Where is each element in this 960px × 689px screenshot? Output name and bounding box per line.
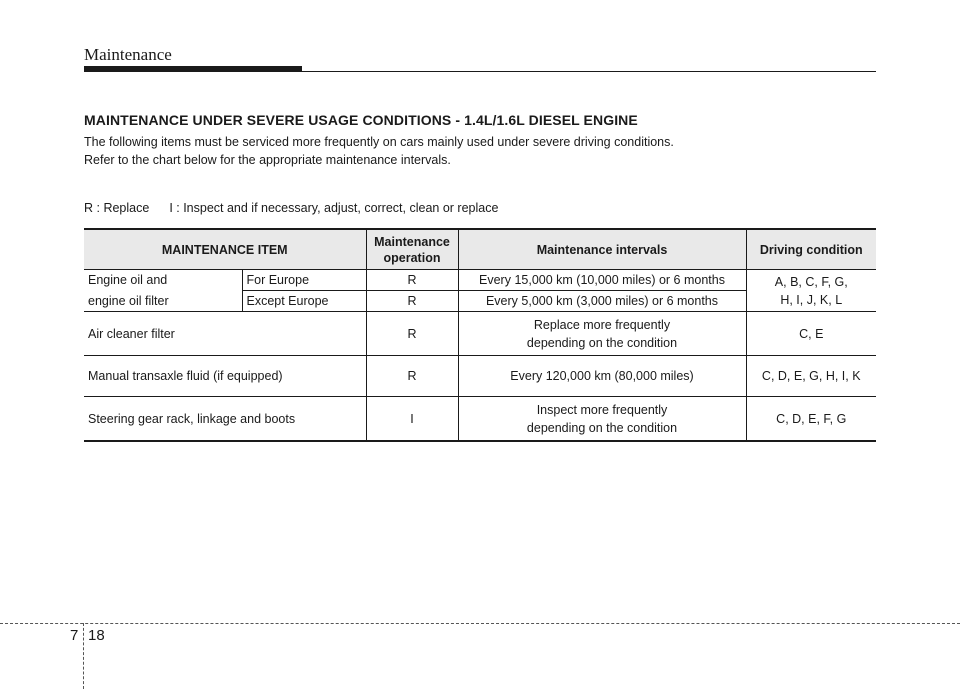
interval-cell: Every 15,000 km (10,000 miles) or 6 months <box>458 270 746 291</box>
item-steering-gear: Steering gear rack, linkage and boots <box>88 411 296 426</box>
interval-cell: Every 120,000 km (80,000 miles) <box>458 356 746 397</box>
interval-line-1: Inspect more frequently <box>536 402 668 417</box>
legend-replace: R : Replace <box>84 201 150 215</box>
page-chapter-number: 7 <box>70 627 79 644</box>
condition-cell: C, E <box>746 312 876 356</box>
interval-line-1: Replace more frequently <box>533 317 671 332</box>
maintenance-table <box>84 228 876 442</box>
operation-cell: I <box>366 397 458 442</box>
operation-cell: R <box>366 291 458 312</box>
table-row <box>84 270 876 291</box>
condition-cell <box>746 270 876 312</box>
header-accent-bar <box>84 66 302 72</box>
table-header-row <box>84 229 876 270</box>
intro-line-2: Refer to the chart below for the appropriate maintenance intervals. <box>84 153 451 167</box>
table-row <box>84 356 876 397</box>
sub-item-europe: For Europe <box>242 270 366 291</box>
operation-cell: R <box>366 356 458 397</box>
intro-text <box>84 133 674 169</box>
table-row <box>84 397 876 442</box>
legend-inspect: I : Inspect and if necessary, adjust, correct, clean or replace <box>169 201 499 215</box>
condition-line-2: H, I, J, K, L <box>780 292 843 307</box>
interval-line-2: depending on the condition <box>526 420 678 435</box>
condition-cell: C, D, E, F, G <box>746 397 876 442</box>
item-engine-oil-line2: engine oil filter <box>84 291 242 312</box>
interval-cell <box>458 312 746 356</box>
page-header-title: Maintenance <box>84 45 172 64</box>
item-manual-transaxle: Manual transaxle fluid (if equipped) <box>84 356 366 397</box>
header-maintenance-item: MAINTENANCE ITEM <box>84 229 366 270</box>
footer-rule <box>0 623 960 624</box>
page-number: 18 <box>88 627 105 644</box>
header-maintenance-operation: Maintenance operation <box>366 229 458 270</box>
section-title: MAINTENANCE UNDER SEVERE USAGE CONDITIONS - 1.4L/1.6L DIESEL ENGINE <box>84 112 638 128</box>
operation-cell: R <box>366 270 458 291</box>
operation-cell: R <box>366 312 458 356</box>
condition-line-1: A, B, C, F, G, <box>774 274 848 289</box>
intro-line-1: The following items must be serviced more frequently on cars mainly used under severe driving conditions. <box>84 135 674 149</box>
header-rule <box>302 71 876 72</box>
table-row <box>84 312 876 356</box>
interval-cell: Every 5,000 km (3,000 miles) or 6 months <box>458 291 746 312</box>
interval-cell <box>458 397 746 442</box>
condition-cell: C, D, E, G, H, I, K <box>746 356 876 397</box>
legend <box>84 201 498 215</box>
sub-item-except-europe: Except Europe <box>242 291 366 312</box>
header-maintenance-intervals: Maintenance intervals <box>458 229 746 270</box>
footer-divider <box>83 623 84 689</box>
item-air-cleaner: Air cleaner filter <box>84 312 366 356</box>
header-driving-condition: Driving condition <box>746 229 876 270</box>
interval-line-2: depending on the condition <box>526 335 678 350</box>
item-engine-oil-line1: Engine oil and <box>88 273 168 288</box>
